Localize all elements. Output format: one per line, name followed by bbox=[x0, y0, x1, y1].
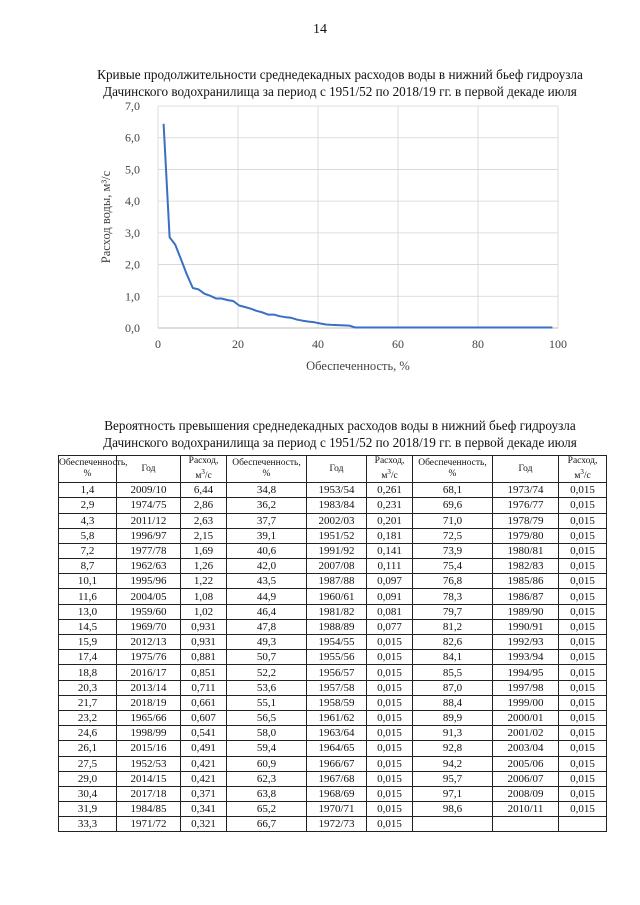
table-cell: 0,711 bbox=[181, 680, 227, 695]
table-cell: 1971/72 bbox=[117, 817, 181, 832]
table-cell: 0,015 bbox=[367, 650, 413, 665]
table-cell: 59,4 bbox=[227, 741, 307, 756]
table-cell: 7,2 bbox=[59, 543, 117, 558]
table-cell: 0,931 bbox=[181, 619, 227, 634]
table-row bbox=[59, 543, 607, 558]
table-cell: 1962/63 bbox=[117, 559, 181, 574]
x-tick-label: 40 bbox=[312, 337, 324, 351]
table-cell: 0,077 bbox=[367, 619, 413, 634]
y-tick-label: 3,0 bbox=[125, 225, 140, 240]
table-cell: 0,015 bbox=[559, 786, 607, 801]
table-cell: 2005/06 bbox=[493, 756, 559, 771]
table-cell: 98,6 bbox=[413, 802, 493, 817]
table-row bbox=[59, 513, 607, 528]
table-cell: 82,6 bbox=[413, 635, 493, 650]
table-cell: 49,3 bbox=[227, 635, 307, 650]
table-cell: 0,015 bbox=[559, 680, 607, 695]
table-cell: 65,2 bbox=[227, 802, 307, 817]
table-cell: 1995/96 bbox=[117, 574, 181, 589]
table-cell: 1985/86 bbox=[493, 574, 559, 589]
table-cell: 95,7 bbox=[413, 771, 493, 786]
table-cell: 1,26 bbox=[181, 559, 227, 574]
table-cell: 0,015 bbox=[559, 589, 607, 604]
table-cell: 60,9 bbox=[227, 756, 307, 771]
table-cell: 2003/04 bbox=[493, 741, 559, 756]
table-cell: 92,8 bbox=[413, 741, 493, 756]
table-cell: 37,7 bbox=[227, 513, 307, 528]
table-cell: 1992/93 bbox=[493, 635, 559, 650]
table-cell: 84,1 bbox=[413, 650, 493, 665]
table-cell: 1972/73 bbox=[307, 817, 367, 832]
table-cell: 1968/69 bbox=[307, 786, 367, 801]
table-cell bbox=[559, 817, 607, 832]
table-cell: 76,8 bbox=[413, 574, 493, 589]
table-cell: 1969/70 bbox=[117, 619, 181, 634]
table-cell: 5,8 bbox=[59, 528, 117, 543]
table-cell: 0,015 bbox=[367, 635, 413, 650]
table-cell: 1974/75 bbox=[117, 498, 181, 513]
table-cell: 1965/66 bbox=[117, 710, 181, 725]
table-cell: 81,2 bbox=[413, 619, 493, 634]
table-cell: 0,015 bbox=[367, 710, 413, 725]
table-cell: 1978/79 bbox=[493, 513, 559, 528]
table-cell: 1,4 bbox=[59, 483, 117, 498]
table-row bbox=[59, 710, 607, 725]
table-cell: 10,1 bbox=[59, 574, 117, 589]
table-cell: 2001/02 bbox=[493, 726, 559, 741]
table-cell: 0,015 bbox=[367, 786, 413, 801]
table-cell: 1970/71 bbox=[307, 802, 367, 817]
table-cell: 97,1 bbox=[413, 786, 493, 801]
header-year: Год bbox=[117, 456, 181, 483]
table-cell: 0,661 bbox=[181, 695, 227, 710]
table-row bbox=[59, 528, 607, 543]
table-cell: 2015/16 bbox=[117, 741, 181, 756]
x-tick-label: 100 bbox=[549, 337, 567, 351]
chart-title bbox=[60, 66, 620, 100]
table-cell: 1953/54 bbox=[307, 483, 367, 498]
table-cell: 31,9 bbox=[59, 802, 117, 817]
table-cell: 2011/12 bbox=[117, 513, 181, 528]
table-cell: 0,371 bbox=[181, 786, 227, 801]
table-cell: 2014/15 bbox=[117, 771, 181, 786]
table-cell: 69,6 bbox=[413, 498, 493, 513]
table-row bbox=[59, 483, 607, 498]
table-cell: 1954/55 bbox=[307, 635, 367, 650]
table-cell: 78,3 bbox=[413, 589, 493, 604]
table-cell: 0,421 bbox=[181, 756, 227, 771]
table-cell: 71,0 bbox=[413, 513, 493, 528]
table-row bbox=[59, 635, 607, 650]
table-cell: 11,6 bbox=[59, 589, 117, 604]
table-cell: 43,5 bbox=[227, 574, 307, 589]
table-cell: 4,3 bbox=[59, 513, 117, 528]
table-cell: 15,9 bbox=[59, 635, 117, 650]
table-cell: 55,1 bbox=[227, 695, 307, 710]
table-cell: 0,097 bbox=[367, 574, 413, 589]
table-cell: 1979/80 bbox=[493, 528, 559, 543]
table-cell: 20,3 bbox=[59, 680, 117, 695]
table-cell: 2010/11 bbox=[493, 802, 559, 817]
table-cell: 1960/61 bbox=[307, 589, 367, 604]
table-cell: 2,63 bbox=[181, 513, 227, 528]
table-cell: 1963/64 bbox=[307, 726, 367, 741]
header-flow: Расход, $м^3/с$ bbox=[181, 456, 227, 483]
table-cell: 17,4 bbox=[59, 650, 117, 665]
table-row bbox=[59, 665, 607, 680]
table-cell: 1958/59 bbox=[307, 695, 367, 710]
table-cell: 2002/03 bbox=[307, 513, 367, 528]
table-cell: 0,141 bbox=[367, 543, 413, 558]
table-row bbox=[59, 741, 607, 756]
table-cell: 52,2 bbox=[227, 665, 307, 680]
table-cell: 2004/05 bbox=[117, 589, 181, 604]
header-probability: Обеспеченность, % bbox=[59, 456, 117, 483]
table-cell: 29,0 bbox=[59, 771, 117, 786]
table-cell: 0,421 bbox=[181, 771, 227, 786]
table-cell: 0,181 bbox=[367, 528, 413, 543]
table-cell: 0,015 bbox=[559, 574, 607, 589]
table-cell: 2017/18 bbox=[117, 786, 181, 801]
exceedance-table bbox=[58, 455, 607, 832]
table-cell: 0,015 bbox=[559, 483, 607, 498]
table-row bbox=[59, 619, 607, 634]
table-cell: 40,6 bbox=[227, 543, 307, 558]
table-cell: 1967/68 bbox=[307, 771, 367, 786]
table-cell: 0,015 bbox=[559, 635, 607, 650]
table-cell: 1977/78 bbox=[117, 543, 181, 558]
header-flow: Расход, $м^3/с$ bbox=[559, 456, 607, 483]
y-tick-label: 1,0 bbox=[125, 289, 140, 304]
table-cell: 2006/07 bbox=[493, 771, 559, 786]
table-cell: 13,0 bbox=[59, 604, 117, 619]
table-cell: 0,201 bbox=[367, 513, 413, 528]
table-row bbox=[59, 559, 607, 574]
table-cell: 1973/74 bbox=[493, 483, 559, 498]
table-cell: 1986/87 bbox=[493, 589, 559, 604]
table-cell: 0,015 bbox=[559, 710, 607, 725]
table-cell: 1952/53 bbox=[117, 756, 181, 771]
table-cell: 21,7 bbox=[59, 695, 117, 710]
table-cell: 1,08 bbox=[181, 589, 227, 604]
table-cell: 2,9 bbox=[59, 498, 117, 513]
table-cell: 0,015 bbox=[367, 802, 413, 817]
table-title-line: Вероятность превышения среднедекадных расходов воды в нижний бьеф гидроузла bbox=[104, 418, 576, 433]
table-cell: 18,8 bbox=[59, 665, 117, 680]
table-cell: 1,22 bbox=[181, 574, 227, 589]
table-cell: 1991/92 bbox=[307, 543, 367, 558]
table-cell: 87,0 bbox=[413, 680, 493, 695]
table-cell: 0,607 bbox=[181, 710, 227, 725]
table-row bbox=[59, 817, 607, 832]
table-cell: 0,341 bbox=[181, 802, 227, 817]
table-cell: 0,881 bbox=[181, 650, 227, 665]
table-cell: 50,7 bbox=[227, 650, 307, 665]
table-cell: 0,015 bbox=[559, 756, 607, 771]
table-cell: 0,015 bbox=[367, 726, 413, 741]
x-tick-label: 20 bbox=[232, 337, 244, 351]
y-tick-label: 0,0 bbox=[125, 321, 140, 335]
table-cell: 0,015 bbox=[559, 604, 607, 619]
table-cell: 63,8 bbox=[227, 786, 307, 801]
table-cell: 1959/60 bbox=[117, 604, 181, 619]
table-cell: 91,3 bbox=[413, 726, 493, 741]
page-number: 14 bbox=[313, 22, 327, 37]
table-cell: 0,015 bbox=[367, 741, 413, 756]
table-cell: 0,015 bbox=[559, 665, 607, 680]
table-cell: 1999/00 bbox=[493, 695, 559, 710]
table-row bbox=[59, 574, 607, 589]
table-cell: 0,015 bbox=[559, 695, 607, 710]
table-cell: 62,3 bbox=[227, 771, 307, 786]
table-cell: 0,541 bbox=[181, 726, 227, 741]
table-cell: 2018/19 bbox=[117, 695, 181, 710]
table-cell: 2016/17 bbox=[117, 665, 181, 680]
table-cell: 0,015 bbox=[559, 650, 607, 665]
table-row bbox=[59, 680, 607, 695]
table-cell: 0,015 bbox=[367, 756, 413, 771]
table-row bbox=[59, 650, 607, 665]
x-axis-label: Обеспеченность, % bbox=[306, 359, 410, 373]
table-cell: 1994/95 bbox=[493, 665, 559, 680]
y-tick-label: 6,0 bbox=[125, 130, 140, 145]
table-cell: 0,015 bbox=[367, 817, 413, 832]
table-cell: 27,5 bbox=[59, 756, 117, 771]
table-cell: 0,015 bbox=[559, 559, 607, 574]
table-row bbox=[59, 756, 607, 771]
table-cell: 33,3 bbox=[59, 817, 117, 832]
table-cell: 66,7 bbox=[227, 817, 307, 832]
table-cell: 34,8 bbox=[227, 483, 307, 498]
table-cell: 0,261 bbox=[367, 483, 413, 498]
y-tick-label: 7,0 bbox=[125, 100, 140, 113]
table-cell: 2000/01 bbox=[493, 710, 559, 725]
table-cell: 2007/08 bbox=[307, 559, 367, 574]
table-cell: 2012/13 bbox=[117, 635, 181, 650]
table-cell: 1983/84 bbox=[307, 498, 367, 513]
table-title bbox=[60, 417, 620, 451]
table-cell: 0,015 bbox=[559, 498, 607, 513]
header-year: Год bbox=[493, 456, 559, 483]
table-cell: 1976/77 bbox=[493, 498, 559, 513]
table-cell: 1975/76 bbox=[117, 650, 181, 665]
table-row bbox=[59, 589, 607, 604]
table-cell: 2,15 bbox=[181, 528, 227, 543]
table-cell: 2,86 bbox=[181, 498, 227, 513]
table-cell: 79,7 bbox=[413, 604, 493, 619]
table-cell: 46,4 bbox=[227, 604, 307, 619]
table-cell bbox=[413, 817, 493, 832]
table-cell: 0,015 bbox=[559, 741, 607, 756]
table-cell: 1989/90 bbox=[493, 604, 559, 619]
table-cell: 0,015 bbox=[367, 680, 413, 695]
y-tick-label: 2,0 bbox=[125, 257, 140, 272]
table-cell: 0,015 bbox=[559, 802, 607, 817]
table-cell: 0,851 bbox=[181, 665, 227, 680]
table-cell: 39,1 bbox=[227, 528, 307, 543]
x-tick-label: 0 bbox=[155, 337, 161, 351]
table-cell: 0,081 bbox=[367, 604, 413, 619]
table-cell: 0,015 bbox=[367, 771, 413, 786]
table-cell: 44,9 bbox=[227, 589, 307, 604]
y-axis-label: Расход воды, м³/с bbox=[99, 170, 113, 264]
table-row bbox=[59, 802, 607, 817]
table-cell: 1956/57 bbox=[307, 665, 367, 680]
table-cell: 85,5 bbox=[413, 665, 493, 680]
table-row bbox=[59, 726, 607, 741]
table-header-row bbox=[59, 456, 607, 483]
table-cell: 0,015 bbox=[559, 513, 607, 528]
table-cell: 2009/10 bbox=[117, 483, 181, 498]
table-body bbox=[59, 483, 607, 832]
table-cell: 1955/56 bbox=[307, 650, 367, 665]
table-cell: 0,015 bbox=[367, 695, 413, 710]
chart-title-line: Дачинского водохранилища за период с 1951/52 по 2018/19 гг. в первой декаде июля bbox=[103, 84, 577, 99]
table-cell: 0,015 bbox=[367, 665, 413, 680]
table-row bbox=[59, 771, 607, 786]
x-tick-label: 60 bbox=[392, 337, 404, 351]
chart-title-line: Кривые продолжительности среднедекадных расходов воды в нижний бьеф гидроузла bbox=[97, 67, 583, 82]
flow-duration-chart bbox=[90, 100, 580, 375]
table-cell: 0,321 bbox=[181, 817, 227, 832]
table-row bbox=[59, 786, 607, 801]
table-cell: 58,0 bbox=[227, 726, 307, 741]
table-cell: 1988/89 bbox=[307, 619, 367, 634]
table-cell: 0,015 bbox=[559, 528, 607, 543]
x-tick-label: 80 bbox=[472, 337, 484, 351]
table-cell: 1964/65 bbox=[307, 741, 367, 756]
table-cell: 89,9 bbox=[413, 710, 493, 725]
table-cell: 1982/83 bbox=[493, 559, 559, 574]
table-cell: 14,5 bbox=[59, 619, 117, 634]
table-cell: 24,6 bbox=[59, 726, 117, 741]
table-cell: 72,5 bbox=[413, 528, 493, 543]
table-cell: 1980/81 bbox=[493, 543, 559, 558]
table-title-line: Дачинского водохранилища за период с 1951/52 по 2018/19 гг. в первой декаде июля bbox=[103, 435, 577, 450]
table-cell: 1998/99 bbox=[117, 726, 181, 741]
table-cell: 1,02 bbox=[181, 604, 227, 619]
header-flow: Расход, $м^3/с$ bbox=[367, 456, 413, 483]
table-cell: 1997/98 bbox=[493, 680, 559, 695]
table-cell: 42,0 bbox=[227, 559, 307, 574]
header-probability: Обеспеченность, % bbox=[413, 456, 493, 483]
table-cell: 26,1 bbox=[59, 741, 117, 756]
table-cell: 36,2 bbox=[227, 498, 307, 513]
table-cell: 1993/94 bbox=[493, 650, 559, 665]
table-cell: 75,4 bbox=[413, 559, 493, 574]
y-tick-label: 5,0 bbox=[125, 162, 140, 177]
table-cell: 1987/88 bbox=[307, 574, 367, 589]
table-cell: 0,111 bbox=[367, 559, 413, 574]
table-cell: 1951/52 bbox=[307, 528, 367, 543]
table-cell: 23,2 bbox=[59, 710, 117, 725]
table-cell: 8,7 bbox=[59, 559, 117, 574]
table-cell: 6,44 bbox=[181, 483, 227, 498]
table-cell: 1996/97 bbox=[117, 528, 181, 543]
table-cell: 0,015 bbox=[559, 543, 607, 558]
table-cell: 73,9 bbox=[413, 543, 493, 558]
table-cell bbox=[493, 817, 559, 832]
table-cell: 1961/62 bbox=[307, 710, 367, 725]
y-tick-label: 4,0 bbox=[125, 194, 140, 209]
table-cell: 2008/09 bbox=[493, 786, 559, 801]
table-cell: 68,1 bbox=[413, 483, 493, 498]
table-cell: 1984/85 bbox=[117, 802, 181, 817]
table-cell: 0,015 bbox=[559, 771, 607, 786]
table-cell: 0,091 bbox=[367, 589, 413, 604]
table-cell: 2013/14 bbox=[117, 680, 181, 695]
table-cell: 0,931 bbox=[181, 635, 227, 650]
table-cell: 0,491 bbox=[181, 741, 227, 756]
table-cell: 0,231 bbox=[367, 498, 413, 513]
header-probability: Обеспеченность, % bbox=[227, 456, 307, 483]
table-row bbox=[59, 695, 607, 710]
header-year: Год bbox=[307, 456, 367, 483]
table-cell: 0,015 bbox=[559, 726, 607, 741]
table-cell: 53,6 bbox=[227, 680, 307, 695]
table-cell: 1,69 bbox=[181, 543, 227, 558]
table-cell: 0,015 bbox=[559, 619, 607, 634]
table-cell: 30,4 bbox=[59, 786, 117, 801]
table-cell: 56,5 bbox=[227, 710, 307, 725]
table-cell: 94,2 bbox=[413, 756, 493, 771]
flow-duration-line bbox=[164, 124, 553, 328]
table-cell: 1966/67 bbox=[307, 756, 367, 771]
table-row bbox=[59, 604, 607, 619]
table-cell: 1990/91 bbox=[493, 619, 559, 634]
table-cell: 1957/58 bbox=[307, 680, 367, 695]
table-row bbox=[59, 498, 607, 513]
table-cell: 47,8 bbox=[227, 619, 307, 634]
table-cell: 88,4 bbox=[413, 695, 493, 710]
table-cell: 1981/82 bbox=[307, 604, 367, 619]
